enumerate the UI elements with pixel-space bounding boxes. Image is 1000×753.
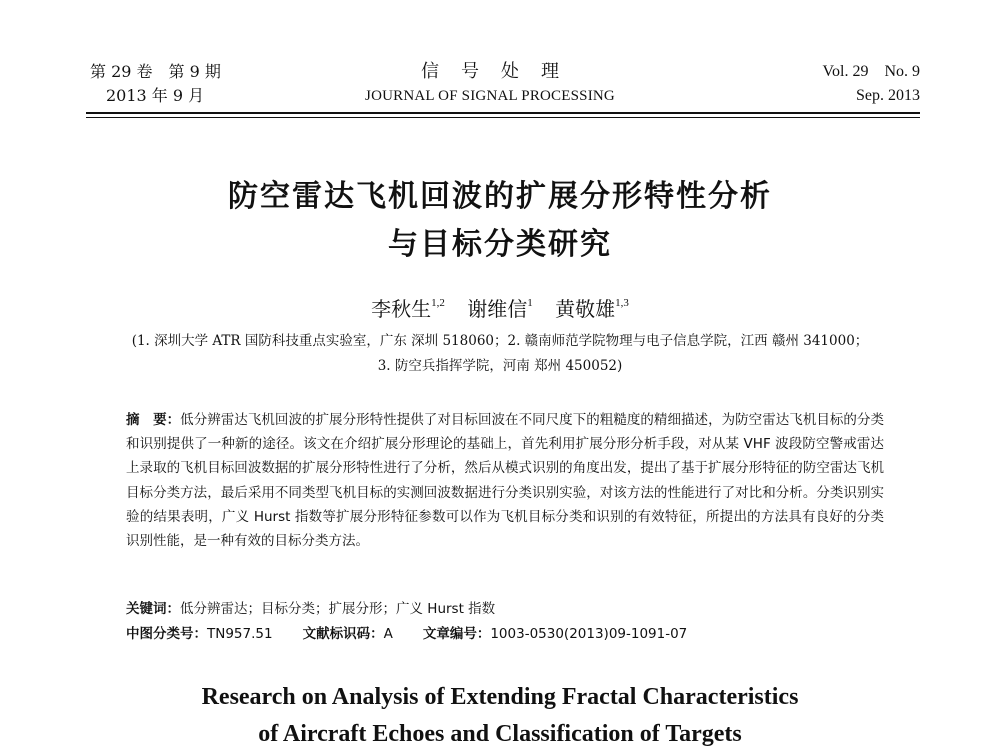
article-id-value: 1003-0530(2013)09-1091-07 bbox=[490, 626, 688, 642]
clc-label: 中图分类号： bbox=[126, 626, 207, 642]
affiliation-line-2: 3. 防空兵指挥学院，河南 郑州 450052) bbox=[377, 358, 623, 374]
header-rule-thin bbox=[86, 117, 920, 118]
author-name: 李秋生 bbox=[371, 297, 432, 321]
header-right bbox=[823, 60, 921, 108]
title-en-line-1: Research on Analysis of Extending Fractal Characteristics bbox=[201, 684, 799, 710]
header-center bbox=[300, 60, 680, 108]
paper-title-en bbox=[0, 679, 1000, 753]
abstract bbox=[126, 408, 884, 553]
title-cn-line-2: 与目标分类研究 bbox=[388, 227, 612, 262]
author-affil-mark: 1,3 bbox=[615, 297, 629, 309]
doc-code-value: A bbox=[383, 626, 393, 642]
clc-value: TN957.51 bbox=[207, 626, 273, 642]
classification-line bbox=[126, 622, 884, 646]
article-id-label: 文章编号： bbox=[422, 626, 491, 642]
keywords-text: 低分辨雷达；目标分类；扩展分形；广义 Hurst 指数 bbox=[180, 601, 496, 617]
paper-title-cn bbox=[0, 173, 1000, 269]
header-rule-thick bbox=[86, 112, 920, 114]
affiliations bbox=[80, 329, 920, 379]
doc-code-label: 文献标识码： bbox=[302, 626, 384, 642]
keywords-label: 关键词： bbox=[126, 601, 180, 617]
journal-name-cn: 信号处理 bbox=[421, 61, 581, 82]
journal-name-en: JOURNAL OF SIGNAL PROCESSING bbox=[365, 88, 615, 104]
title-en-line-2: of Aircraft Echoes and Classification of Targets bbox=[258, 721, 742, 747]
volume-issue-en: Vol. 29 No. 9 bbox=[822, 63, 920, 80]
keywords bbox=[126, 597, 884, 621]
abstract-label: 摘 要： bbox=[126, 412, 181, 428]
date-cn: 2013 年 9 月 bbox=[106, 86, 205, 105]
volume-issue-cn: 第 29 卷 第 9 期 bbox=[90, 62, 221, 81]
author-affil-mark: 1 bbox=[527, 297, 533, 309]
abstract-text: 低分辨雷达飞机回波的扩展分形特性提供了对目标回波在不同尺度下的粗糙度的精细描述，为防空雷达飞机目标的分类和识别提供了一种新的途径。该文在介绍扩展分形理论的基础上，首先利用扩展分形分析手段，对从某 VHF 波段防空警戒雷达上录取的飞机目标回波数据的扩展分形特性进行了分析，然后从模式识别的角度出发，提出了基于扩展分形特征的防空雷达飞机目标分类方法，最后采用不同类型飞机目标的实测回波数据进行分类识别实验，对该方法的性能进行了对比和分析。分类识别实验的结果表明，广义 Hurst 指数等扩展分形特征参数可以作为飞机目标分类和识别的有效特征，所提出的方法具有良好的分类识别性能，是一种有效的目标分类方法。 bbox=[126, 412, 885, 550]
date-en: Sep. 2013 bbox=[856, 87, 920, 104]
author-name: 谢维信 bbox=[467, 297, 528, 321]
author-list bbox=[0, 290, 1000, 322]
author-name: 黄敬雄 bbox=[555, 297, 616, 321]
author-affil-mark: 1,2 bbox=[431, 297, 445, 309]
affiliation-line-1: (1. 深圳大学 ATR 国防科技重点实验室，广东 深圳 518060；2. 赣南师范学院物理与电子信息学院，江西 赣州 341000； bbox=[131, 333, 869, 349]
title-cn-line-1: 防空雷达飞机回波的扩展分形特性分析 bbox=[228, 179, 772, 214]
header-left bbox=[90, 60, 221, 108]
